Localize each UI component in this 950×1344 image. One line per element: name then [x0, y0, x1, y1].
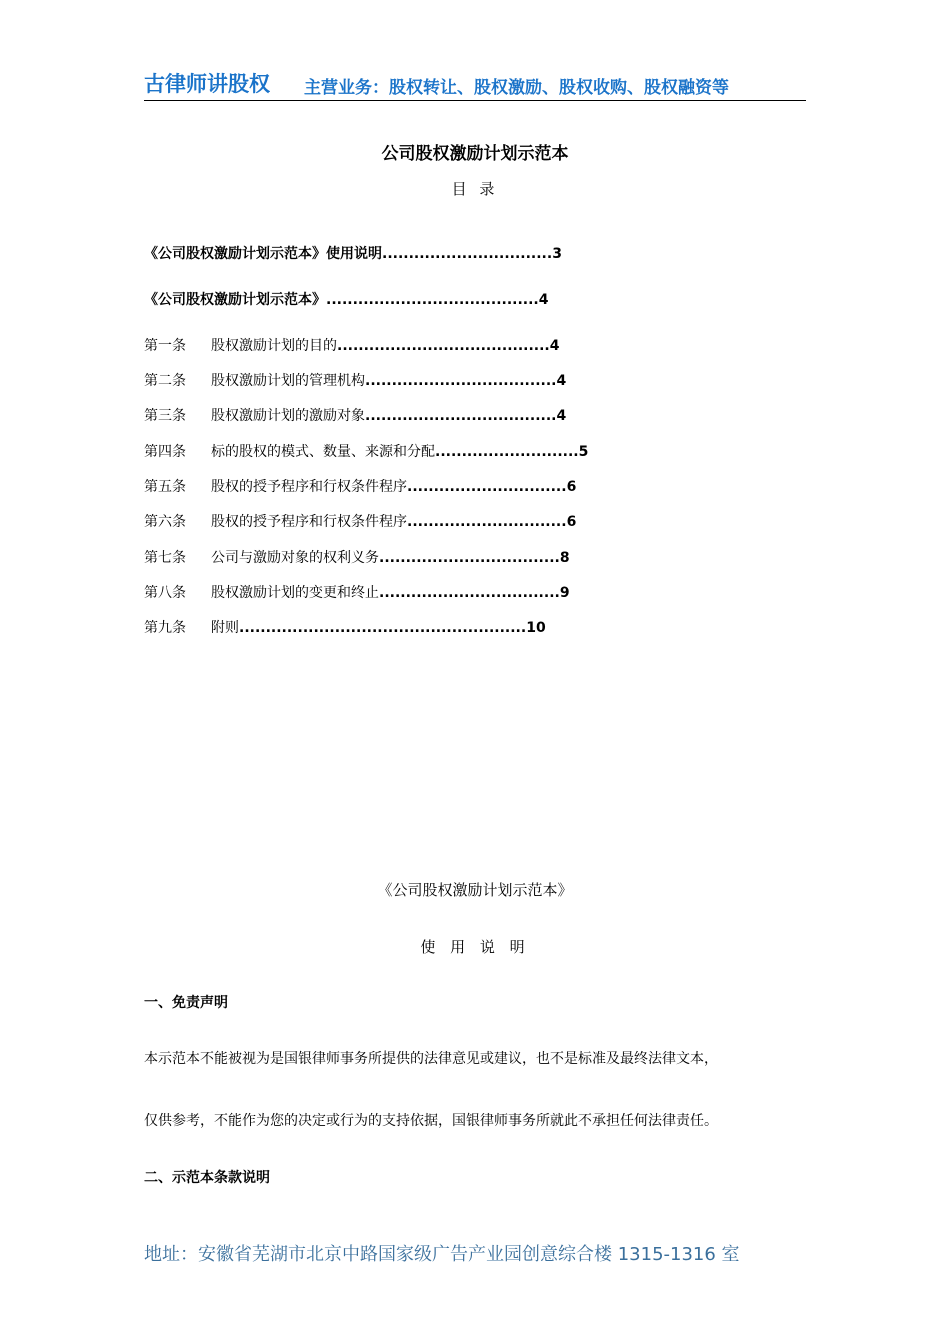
toc-article-4[interactable]	[144, 442, 588, 462]
toc-leader-dots: ..................................	[379, 550, 560, 566]
toc-leader-dots: ..................................	[379, 585, 560, 601]
article-number: 第七条	[144, 550, 186, 566]
toc-entry-text: 《公司股权激励计划示范本》	[144, 292, 326, 308]
article-title: 股权激励计划的管理机构	[211, 373, 365, 389]
disclaimer-paragraph-line-1: 本示范本不能被视为是国银律师事务所提供的法律意见或建议，也不是标准及最终法律文本，	[144, 1051, 718, 1067]
article-title: 股权激励计划的目的	[211, 338, 337, 354]
disclaimer-paragraph-line-2: 仅供参考，不能作为您的决定或行为的支持依据，国银律师事务所就此不承担任何法律责任。	[144, 1113, 718, 1129]
article-number: 第六条	[144, 514, 186, 530]
article-number: 第二条	[144, 373, 186, 389]
article-title: 公司与激励对象的权利义务	[211, 550, 379, 566]
toc-leader-dots: ........................................	[337, 338, 550, 354]
document-title: 公司股权激励计划示范本	[381, 144, 569, 164]
article-title: 附则	[211, 620, 239, 636]
article-number: 第一条	[144, 338, 186, 354]
toc-article-7[interactable]	[144, 548, 570, 568]
article-title: 股权的授予程序和行权条件程序	[211, 514, 407, 530]
toc-page-number: 5	[578, 444, 589, 460]
article-title: 股权激励计划的激励对象	[211, 408, 365, 424]
toc-article-6[interactable]	[144, 512, 576, 532]
article-title: 股权的授予程序和行权条件程序	[211, 479, 407, 495]
article-number: 第八条	[144, 585, 186, 601]
toc-page-number: 4	[549, 338, 560, 354]
usage-title: 《公司股权激励计划示范本》	[377, 881, 573, 899]
page-header	[144, 66, 806, 101]
article-title: 标的股权的模式、数量、来源和分配	[211, 444, 435, 460]
toc-entry-text: 《公司股权激励计划示范本》使用说明	[144, 246, 382, 262]
toc-leader-dots: ........................................	[326, 292, 539, 308]
toc-leader-dots: ..............................	[407, 479, 567, 495]
toc-page-number: 6	[566, 514, 577, 530]
toc-page-number: 3	[552, 246, 562, 262]
footer-address: 地址：安徽省芜湖市北京中路国家级广告产业园创意综合楼 1315-1316 室	[144, 1244, 740, 1265]
toc-page-number: 6	[566, 479, 577, 495]
toc-page-number: 8	[559, 550, 570, 566]
article-title: 股权激励计划的变更和终止	[211, 585, 379, 601]
toc-article-1[interactable]	[144, 336, 559, 356]
brand-name: 古律师讲股权	[144, 72, 270, 96]
toc-page-number: 9	[559, 585, 570, 601]
toc-entry-template[interactable]	[144, 290, 548, 310]
toc-entry-usage[interactable]	[144, 244, 562, 264]
toc-article-5[interactable]	[144, 477, 576, 497]
toc-page-number: 10	[526, 620, 546, 636]
toc-heading: 目 录	[451, 180, 499, 198]
article-number: 第五条	[144, 479, 186, 495]
toc-article-9[interactable]	[144, 618, 546, 638]
toc-leader-dots: ................................	[382, 246, 553, 262]
toc-leader-dots: ..............................	[407, 514, 567, 530]
toc-leader-dots: ....................................	[365, 408, 557, 424]
toc-article-2[interactable]	[144, 371, 566, 391]
toc-page-number: 4	[556, 408, 567, 424]
toc-leader-dots: ......................................................	[239, 620, 527, 636]
toc-page-number: 4	[538, 292, 549, 308]
article-number: 第三条	[144, 408, 186, 424]
toc-leader-dots: ....................................	[365, 373, 557, 389]
article-number: 第九条	[144, 620, 186, 636]
usage-subtitle: 使 用 说 明	[420, 938, 530, 956]
toc-leader-dots: ...........................	[435, 444, 579, 460]
clause-explanation-heading: 二、示范本条款说明	[144, 1170, 270, 1186]
toc-article-8[interactable]	[144, 583, 570, 603]
business-tagline: 主营业务：股权转让、股权激励、股权收购、股权融资等	[304, 78, 729, 98]
toc-page-number: 4	[556, 373, 567, 389]
disclaimer-heading: 一、免责声明	[144, 995, 228, 1011]
article-number: 第四条	[144, 444, 186, 460]
toc-article-3[interactable]	[144, 406, 566, 426]
